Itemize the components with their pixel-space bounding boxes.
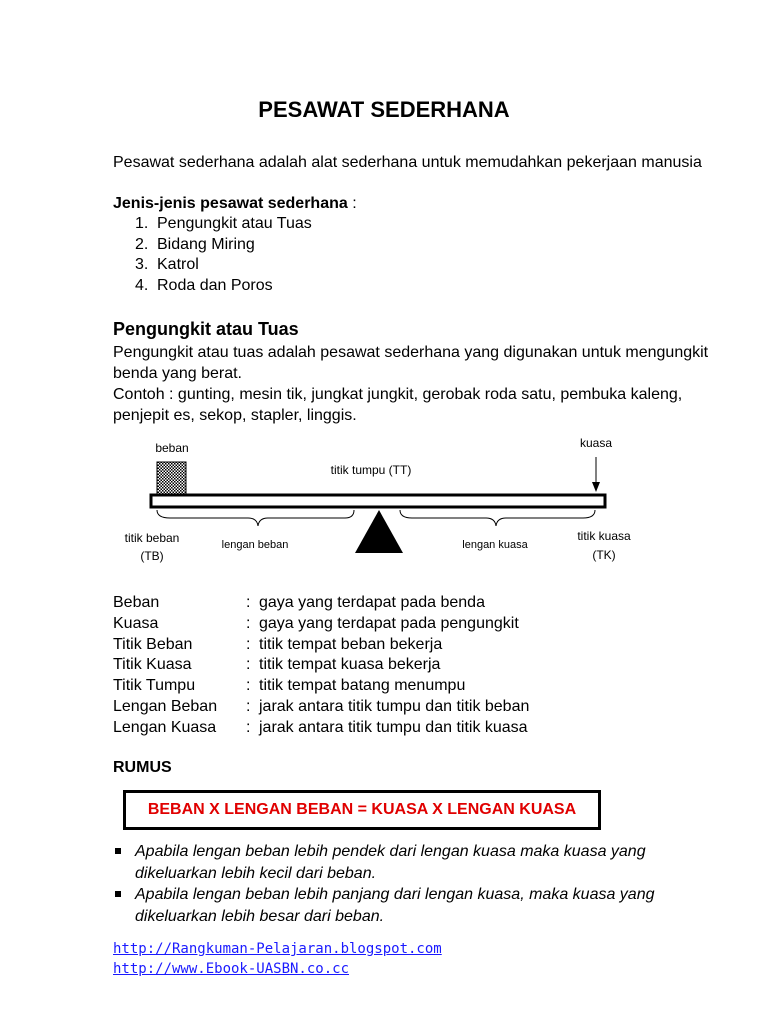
types-heading-label: Jenis-jenis pesawat sederhana <box>113 195 348 212</box>
definition-row <box>113 593 529 614</box>
list-item-label: Bidang Miring <box>157 235 255 253</box>
definition-row <box>113 697 529 718</box>
lever-example-line2: penjepit es, sekop, stapler, linggis. <box>113 407 357 424</box>
definition-term: Titik Kuasa <box>113 656 192 674</box>
label-lengan-beban: lengan beban <box>221 539 289 551</box>
notes-list <box>113 841 655 927</box>
list-item-label: Pengungkit atau Tuas <box>157 215 312 232</box>
label-beban: beban <box>155 441 189 455</box>
list-item <box>135 214 312 235</box>
definition-separator: : <box>246 614 251 632</box>
list-item: Apabila lengan beban lebih pendek dari lengan kuasa maka kuasa yang <box>113 841 655 863</box>
link-ebook[interactable]: http://www.Ebook-UASBN.co.cc <box>113 961 350 977</box>
definition-separator: : <box>246 718 251 736</box>
types-heading-colon: : <box>347 195 357 212</box>
definition-separator: : <box>246 656 251 674</box>
label-titik-tumpu: titik tumpu (TT) <box>330 463 412 477</box>
definition-text: gaya yang terdapat pada benda <box>259 594 485 611</box>
lever-beam <box>151 495 605 507</box>
definition-text: jarak antara titik tumpu dan titik kuasa <box>259 718 528 736</box>
rumus-heading: RUMUS <box>113 759 172 776</box>
definition-text: titik tempat beban bekerja <box>259 635 443 653</box>
load-arm-brace <box>157 510 354 526</box>
list-item: Apabila lengan beban lebih panjang dari lengan kuasa, maka kuasa yang <box>113 884 655 906</box>
list-item-number: 4. <box>135 277 149 295</box>
types-list <box>135 214 312 297</box>
label-tk: (TK) <box>592 548 616 562</box>
definition-text: titik tempat kuasa bekerja <box>259 656 441 674</box>
definition-term: Titik Beban <box>113 635 193 653</box>
lever-diagram <box>0 430 768 580</box>
list-item-continuation: dikeluarkan lebih besar dari beban. <box>135 907 385 925</box>
formula-box <box>123 790 601 830</box>
definition-separator: : <box>246 635 251 653</box>
list-item-label: Katrol <box>157 256 199 274</box>
label-tb: (TB) <box>140 549 164 563</box>
definition-term: Titik Tumpu <box>113 677 196 695</box>
label-titik-beban: titik beban <box>124 531 180 545</box>
effort-arrow-head <box>592 482 600 492</box>
formula-text: BEBAN X LENGAN BEBAN = KUASA X LENGAN KUASA <box>147 801 577 818</box>
effort-arm-brace <box>400 510 595 526</box>
definition-term: Lengan Kuasa <box>113 718 217 736</box>
definition-row <box>113 614 529 635</box>
list-item-number: 3. <box>135 256 149 274</box>
label-kuasa: kuasa <box>579 436 613 450</box>
label-lengan-kuasa: lengan kuasa <box>462 539 528 551</box>
definition-row <box>113 635 529 656</box>
label-titik-kuasa: titik kuasa <box>577 529 631 543</box>
definition-text: jarak antara titik tumpu dan titik beban <box>259 697 530 715</box>
link-rangkuman[interactable]: http://Rangkuman-Pelajaran.blogspot.com <box>113 941 442 957</box>
definitions-list <box>113 593 529 739</box>
intro-text: Pesawat sederhana adalah alat sederhana untuk memudahkan pekerjaan manusia <box>113 154 702 171</box>
definition-separator: : <box>246 697 251 715</box>
page-title: PESAWAT SEDERHANA <box>258 97 510 122</box>
list-item-label: Roda dan Poros <box>157 277 273 295</box>
load-block <box>157 462 186 495</box>
definition-term: Lengan Beban <box>113 697 218 715</box>
lever-desc-line1: Pengungkit atau tuas adalah pesawat sederhana yang digunakan untuk mengungkit <box>113 344 709 361</box>
list-item <box>135 276 312 297</box>
definition-term: Beban <box>113 594 160 611</box>
definition-separator: : <box>246 677 251 695</box>
fulcrum-triangle <box>355 510 403 553</box>
list-item-continuation: dikeluarkan lebih kecil dari beban. <box>135 864 377 882</box>
definition-text: gaya yang terdapat pada pengungkit <box>259 614 519 632</box>
definition-row <box>113 655 529 676</box>
definition-row <box>113 718 529 739</box>
list-item-number: 1. <box>135 215 149 232</box>
list-item-number: 2. <box>135 235 149 253</box>
definition-row <box>113 676 529 697</box>
list-item <box>135 235 312 256</box>
definition-term: Kuasa <box>113 614 159 632</box>
lever-heading: Pengungkit atau Tuas <box>113 319 299 339</box>
lever-example-line1: Contoh : gunting, mesin tik, jungkat jungkit, gerobak roda satu, pembuka kaleng, <box>113 386 683 403</box>
types-heading <box>113 194 357 214</box>
list-item <box>135 255 312 276</box>
lever-desc-line2: benda yang berat. <box>113 365 242 382</box>
definition-separator: : <box>246 594 251 611</box>
definition-text: titik tempat batang menumpu <box>259 677 466 695</box>
